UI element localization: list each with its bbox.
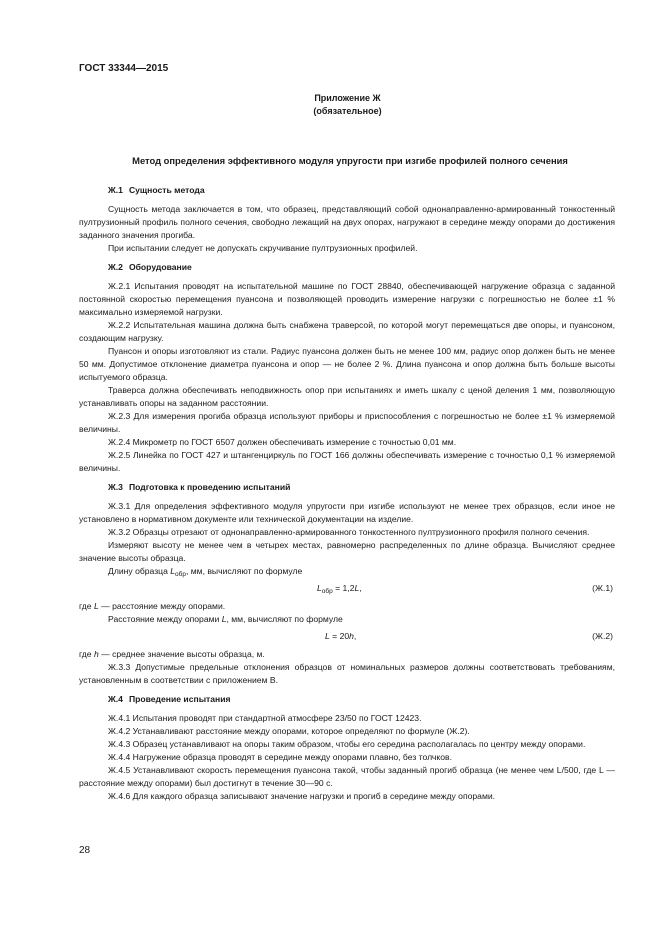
paragraph: Ж.4.1 Испытания проводят при стандартной атмосфере 23/50 по ГОСТ 12423.	[108, 713, 422, 723]
paragraph: Ж.2.5 Линейка по ГОСТ 427 и штангенциркуль по ГОСТ 166 должны обеспечивать измерение с точностью 0,1 % измеряемой величины.	[79, 450, 615, 473]
paragraph: Ж.3.2 Образцы отрезают от однонаправленно-армированного тонкостенного пултрузионного профиля полного сечения.	[108, 527, 590, 537]
section-number: Ж.4	[108, 694, 123, 704]
section-title: Подготовка к проведению испытаний	[128, 482, 291, 492]
main-title: Метод определения эффективного модуля упругости при изгибе профилей полного сечения	[132, 155, 568, 166]
formula-expression: $L_{обр} = 1,2L$,	[317, 583, 362, 595]
formula-legend: где h — среднее значение высоты образца, м.	[79, 649, 265, 659]
formula-expression: L = 20h,	[325, 631, 357, 641]
paragraph: Ж.2.2 Испытательная машина должна быть снабжена траверсой, по которой могут перемещаться две опоры, и пуансоном, создающим нагрузку.	[79, 320, 615, 343]
section-heading	[79, 261, 615, 274]
formula-number: (Ж.2)	[592, 631, 613, 641]
page-number: 28	[79, 845, 91, 856]
appendix-status: (обязательное)	[313, 106, 382, 116]
paragraph: Длину образца $L_{обр}$, мм, вычисляют по формуле	[108, 566, 303, 578]
document-body	[79, 184, 615, 803]
document-code: ГОСТ 33344—2015	[79, 63, 169, 74]
section-number: Ж.1	[108, 185, 123, 195]
section-number: Ж.2	[108, 262, 123, 272]
paragraph: Ж.4.3 Образец устанавливают на опоры таким образом, чтобы его середина располагалась по центру между опорами.	[108, 739, 586, 749]
section-heading	[79, 184, 615, 197]
paragraph: Траверса должна обеспечивать неподвижность опор при испытаниях и иметь шкалу с ценой деления 1 мм, позволяющую устанавливать опоры на заданном расстоянии.	[79, 385, 615, 408]
formula-number: (Ж.1)	[592, 583, 613, 593]
paragraph: Сущность метода заключается в том, что образец, представляющий собой однонаправленно-армированный тонкостенный пултрузионный профиль полного сечения, свободно лежащий на двух опорах, нагружают в середине между опорами до достижения заданного значения прогиба.	[79, 204, 615, 240]
paragraph: Ж.2.1 Испытания проводят на испытательной машине по ГОСТ 28840, обеспечивающей нагружение образца с заданной постоянной скоростью перемещения пуансона и позволяющей проводить измерение нагрузки с погрешностью не более ±1 % максимально измеряемой нагрузки.	[79, 281, 615, 317]
section-title: Проведение испытания	[128, 694, 231, 704]
paragraph: При испытании следует не допускать скручивание пултрузионных профилей.	[108, 243, 418, 253]
paragraph: Ж.4.2 Устанавливают расстояние между опорами, которое определяют по формуле (Ж.2).	[108, 726, 470, 736]
paragraph: Ж.3.3 Допустимые предельные отклонения образцов от номинальных размеров должны соответствовать требованиям, установленным в соответствии с приложением В.	[79, 662, 615, 685]
paragraph: Измеряют высоту не менее чем в четырех местах, равномерно распределенных по длине образца. Вычисляют среднее значение высоты образца.	[79, 540, 615, 563]
section-heading	[79, 693, 615, 706]
paragraph: Ж.4.5 Устанавливают скорость перемещения пуансона такой, чтобы заданный прогиб образца (не менее чем L/500, где L — расстояние между опорами) был достигнут в течение 30—90 с.	[79, 765, 615, 788]
paragraph: Расстояние между опорами L, мм, вычисляют по формуле	[108, 614, 343, 624]
paragraph: Ж.4.6 Для каждого образца записывают значение нагрузки и прогиб в середине между опорами.	[108, 791, 496, 801]
paragraph: Ж.3.1 Для определения эффективного модуля упругости при изгибе используют не менее трех образцов, если иное не установлено в нормативном документе или технической документации на изделие.	[79, 501, 615, 524]
paragraph: Ж.2.4 Микрометр по ГОСТ 6507 должен обеспечивать измерение с точностью 0,01 мм.	[108, 437, 457, 447]
section-title: Оборудование	[128, 262, 192, 272]
section-heading	[79, 481, 615, 494]
formula-zh2	[79, 630, 615, 643]
formula-legend: где L — расстояние между опорами.	[79, 601, 226, 611]
section-number: Ж.3	[108, 482, 123, 492]
section-title: Сущность метода	[128, 185, 205, 195]
appendix-heading	[17, 92, 661, 118]
paragraph: Ж.2.3 Для измерения прогиба образца используют приборы и приспособления с погрешностью не более ±1 % измеряемой величины.	[79, 411, 615, 434]
appendix-title: Приложение Ж	[314, 93, 381, 103]
formula-zh1	[79, 582, 615, 595]
paragraph: Пуансон и опоры изготовляют из стали. Радиус пуансона должен быть не менее 100 мм, радиус опор должен быть не менее 50 мм. Допустимое отклонение диаметра пуансона и опор — не более 2 %. Длина пуансона и опор должна быть больше высоты испытуемого образца.	[79, 346, 615, 382]
paragraph: Ж.4.4 Нагружение образца проводят в середине между опорами плавно, без толчков.	[108, 752, 452, 762]
